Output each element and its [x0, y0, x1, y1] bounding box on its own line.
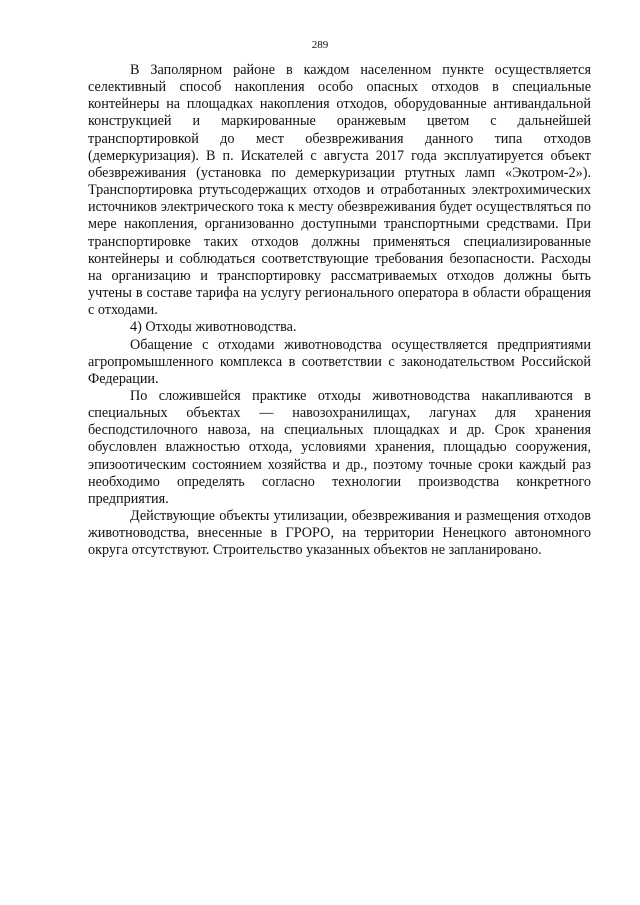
paragraph-livestock-handling: Обащение с отходами животноводства осуществляется предприятиями агропромышленного комплекса в соответствии с законодательством Российской Федерации. — [88, 336, 591, 387]
page-number: 289 — [311, 39, 329, 51]
paragraph-hazardous-waste: В Заполярном районе в каждом населенном пункте осуществляется селективный способ накопления особо опасных отходов в специальные контейнеры на площадках накопления отходов, оборудованные антивандальной конструкцией и маркированные оранжевым цветом с дальнейшей транспортировкой до мест обезвреживания данного типа отходов (демеркуризация). В п. Искателей с августа 2017 года эксплуатируется объект обезвреживания (установка по демеркуризации ртутных ламп «Экотром-2»). Транспортировка ртутьсодержащих отходов и отработанных электрохимических источников электрического тока к месту обезвреживания будет осуществляться по мере накопления, организованно доступными транспортными средствами. При транспортировке таких отходов должны применяться специализированные контейнеры и соблюдаться соответствующие требования безопасности. Расходы на организацию и транспортировку рассматриваемых отходов должны быть учтены в составе тарифа на услугу регионального оператора в области обращения с отходами. — [88, 62, 591, 319]
paragraph-livestock-storage: По сложившейся практике отходы животноводства накапливаются в специальных объектах — навозохранилищах, лагунах для хранения бесподстилочного навоза, на специальных площадках и др. Срок хранения обусловлен влажностью отхода, условиями хранения, площадью сооружения, эпизоотическим состоянием хозяйства и др., поэтому точные сроки каждый раз необходимо определять согласно технологии производства конкретного предприятия. — [88, 387, 591, 507]
section-heading-livestock-waste: 4) Отходы животноводства. — [130, 319, 297, 336]
document-body — [88, 62, 591, 560]
paragraph-livestock-facilities: Действующие объекты утилизации, обезвреживания и размещения отходов животноводства, внесенные в ГРОРО, на территории Ненецкого автономного округа отсутствуют. Строительство указанных объектов не запланировано. — [88, 508, 591, 559]
